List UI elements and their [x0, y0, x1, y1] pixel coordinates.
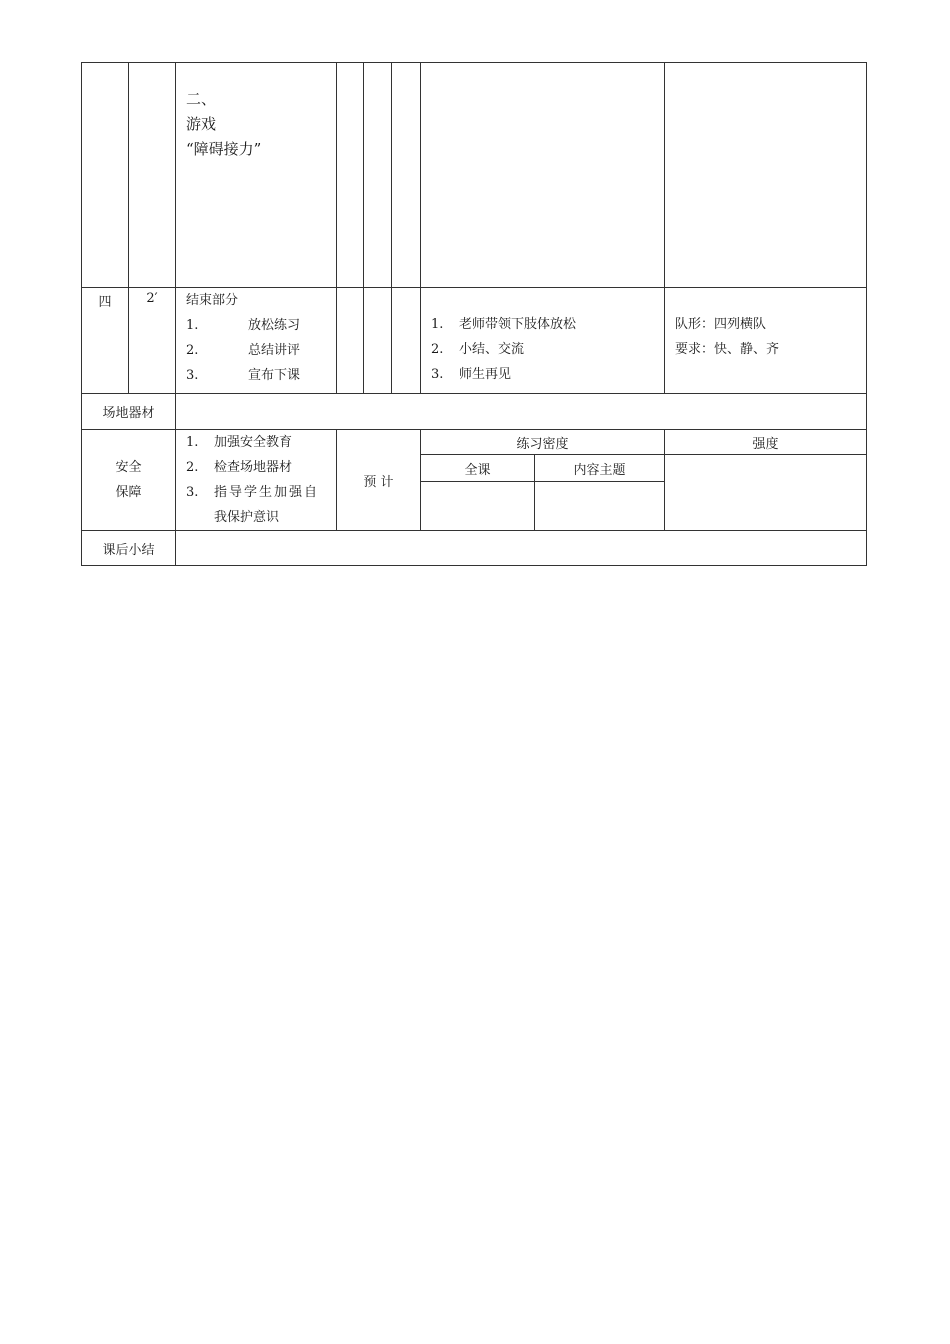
list-item: 2. 检查场地器材: [186, 460, 293, 475]
list-item: 1. 放松练习: [186, 318, 301, 333]
content-cell-end: [176, 288, 337, 394]
table-row-safety: [82, 430, 867, 455]
table-row-end: [82, 288, 867, 394]
order-cell: 四: [82, 288, 129, 394]
table-row-game: [82, 63, 867, 288]
requirement-cell: [665, 63, 867, 288]
main-content-header: 内容主题: [535, 455, 665, 482]
list-item: 1. 老师带领下肢体放松: [431, 317, 577, 332]
order-cell: [82, 63, 129, 288]
list-item: 2. 总结讲评: [186, 343, 301, 358]
forecast-label: 预 计: [337, 430, 421, 531]
narrow-cell: [337, 63, 364, 288]
safety-label: 安全 保障: [82, 430, 176, 531]
section-title: 结束部分: [186, 293, 239, 308]
game-title: “障碍接力”: [186, 140, 262, 158]
safety-items: [176, 430, 337, 531]
list-item: 3. 宣布下课: [186, 368, 301, 383]
time-cell: [129, 63, 176, 288]
lesson-plan-table: [81, 62, 866, 566]
whole-class-value: [421, 482, 535, 531]
method-cell: [421, 288, 665, 394]
list-item: 3. 指导学生加强自: [186, 485, 320, 500]
intensity-value: [665, 455, 867, 531]
summary-label: 课后小结: [82, 531, 176, 566]
narrow-cell: [392, 288, 421, 394]
venue-value: [176, 394, 867, 430]
formation-text: 队形：四列横队: [675, 317, 767, 332]
method-cell: [421, 63, 665, 288]
table-row-summary: [82, 531, 867, 566]
narrow-cell: [364, 288, 392, 394]
requirement-text: 要求：快、静、齐: [675, 342, 780, 357]
list-item: 3. 师生再见: [431, 367, 512, 382]
narrow-cell: [364, 63, 392, 288]
main-content-value: [535, 482, 665, 531]
requirement-cell: [665, 288, 867, 394]
time-cell: 2′: [129, 288, 176, 394]
venue-label: 场地器材: [82, 394, 176, 430]
list-item: 1. 加强安全教育: [186, 435, 293, 450]
narrow-cell: [392, 63, 421, 288]
density-header: 练习密度: [421, 430, 665, 455]
summary-value: [176, 531, 867, 566]
whole-class-header: 全课: [421, 455, 535, 482]
content-cell-game: [176, 63, 337, 288]
intensity-header: 强度: [665, 430, 867, 455]
table-row-venue: [82, 394, 867, 430]
game-line: 游戏: [186, 115, 217, 133]
list-item: 2. 小结、交流: [431, 342, 525, 357]
narrow-cell: [337, 288, 364, 394]
game-line: 二、: [186, 90, 217, 108]
list-item-continued: 我保护意识: [214, 510, 280, 525]
